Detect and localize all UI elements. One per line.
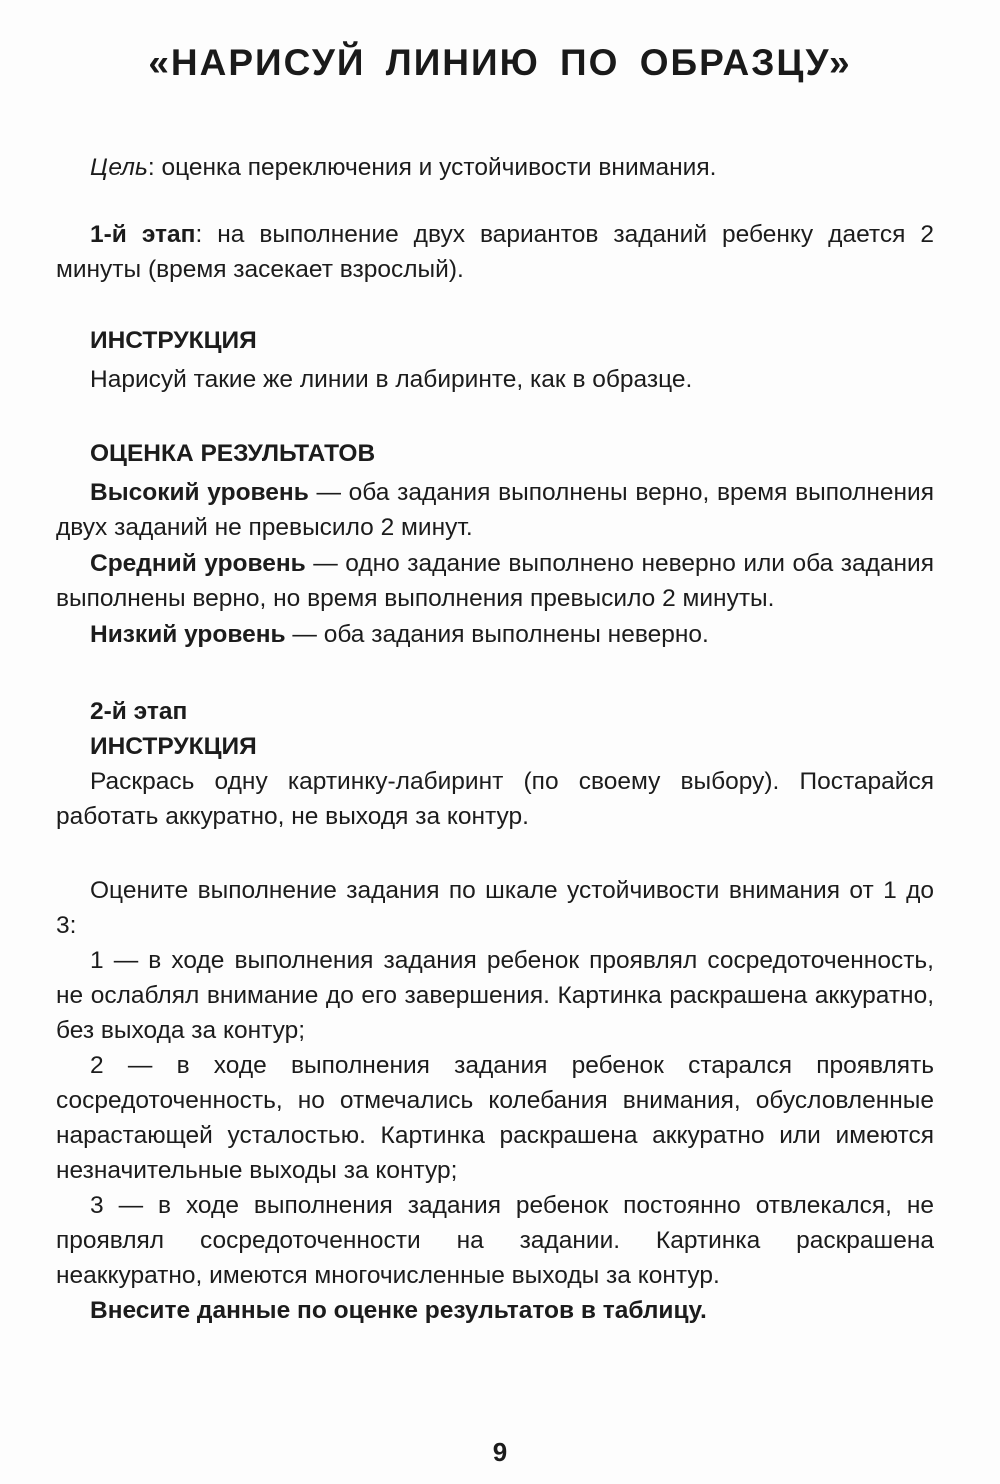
- goal-paragraph: [56, 150, 934, 185]
- level-medium-label: Средний уровень: [90, 550, 306, 577]
- level-high: [56, 475, 934, 545]
- level-medium-text: — одно задание выполнено неверно или оба задания выполнены верно, но время выполнения превысило 2 минуты.: [56, 550, 934, 612]
- scale-item-3: 3 — в ходе выполнения задания ребенок постоянно отвлекался, не проявлял сосредоточенности на задании. Картинка раскрашена неаккуратно, имеются многочисленные выходы за контур.: [56, 1192, 934, 1289]
- stage2-section: [56, 694, 934, 834]
- stage2-heading: ИНСТРУКЦИЯ: [90, 733, 257, 760]
- scale-intro: Оцените выполнение задания по шкале устойчивости внимания от 1 до 3:: [56, 877, 934, 939]
- instruction1-text: Нарисуй такие же линии в лабиринте, как в образце.: [90, 366, 693, 393]
- page-title: «НАРИСУЙ ЛИНИЮ ПО ОБРАЗЦУ»: [148, 42, 852, 83]
- stage2-text: Раскрась одну картинку-лабиринт (по своему выбору). Постарайся работать аккуратно, не выходя за контур.: [56, 768, 934, 830]
- evaluation-section: [56, 436, 934, 652]
- instruction1-heading: ИНСТРУКЦИЯ: [90, 327, 257, 354]
- level-high-text: — оба задания выполнены верно, время выполнения двух заданий не превысило 2 минут.: [56, 479, 935, 541]
- stage2-label: 2-й этап: [90, 698, 188, 725]
- level-high-label: Высокий уровень: [90, 479, 309, 506]
- level-low-label: Низкий уровень: [90, 621, 286, 648]
- scale-section: [56, 873, 934, 1328]
- goal-label: Цель: [90, 154, 148, 181]
- level-low-text: — оба задания выполнены неверно.: [285, 621, 709, 648]
- level-medium: [56, 546, 934, 616]
- page-number: 9: [492, 1437, 508, 1467]
- stage1-paragraph: [56, 217, 934, 287]
- stage1-text: : на выполнение двух вариантов заданий ребенку дается 2 минуты (время засекает взрослый).: [56, 221, 934, 283]
- scale-item-2: 2 — в ходе выполнения задания ребенок старался проявлять сосредоточенность, но отмечались колебания внимания, обусловленные нарастающей усталостью. Картинка раскрашена аккуратно или имеются незначительные выходы за контур;: [56, 1052, 934, 1184]
- scale-item-1: 1 — в ходе выполнения задания ребенок проявлял сосредоточенность, не ослаблял внимание до его завершения. Картинка раскрашена аккуратно, без выхода за контур;: [56, 947, 934, 1044]
- level-low: [56, 617, 934, 652]
- instruction1-section: [56, 323, 934, 397]
- evaluation-heading: ОЦЕНКА РЕЗУЛЬТАТОВ: [90, 440, 376, 467]
- goal-text: : оценка переключения и устойчивости внимания.: [147, 154, 717, 181]
- stage1-label: 1-й этап: [90, 221, 196, 248]
- scale-final-note: Внесите данные по оценке результатов в таблицу.: [90, 1297, 707, 1324]
